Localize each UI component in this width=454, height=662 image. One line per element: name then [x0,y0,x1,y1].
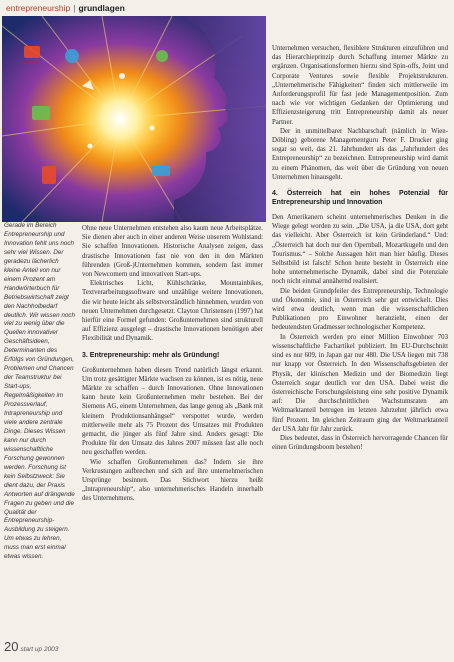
paragraph: Der in unmittelbarer Nachbarschaft (nämlich in Wien-Döbling) geborene Managementguru Peter F. Drucker ging sogar so weit, das 21. Jahrhundert als das „Jahrhundert des Entrepreneurship“ zu bezeichnen. Entrepreneurship wird damit zu einem Phänomen, das weit über die Gründung von neuen Unternehmen hinausgeht. [272,127,448,181]
magazine-name: start up 2003 [20,646,59,653]
hero-illustration [2,16,266,222]
paragraph: Unternehmen versuchen, flexiblere Strukturen einzuführen und das Hierarchieprinzip durch Schaffung interner Märkte zu ergänzen. Organisationsformen hierzu sind Spin-offs, Joint und Corporate Ventures sowie flexible Projektstrukturen. „Unternehmerische Fähigkeiten“ finden sich mittlerweile im Anforderungsprofil für fast jede Managementposition. Zum nach wie vor wichtigen Gedanken der Optimierung und Effizienzsteigerung tritt Entrepreneurship damit als neuer Partner. [272,45,448,126]
paragraph: Den Amerikanern scheint unternehmerisches Denken in die Wiege gelegt worden zu sein. „Die USA, ja die USA, dort geht das vielleicht. Aber Österreich ist kein Gründerland.“ Und: „Österreich hat doch nur den Opernball, Mozartkugeln und den Tourismus.“ – Solche Aussagen hört man hier häufig. Dieses Selbstbild ist falsch! Schon heute besteht in Österreich eine hohe unternehmerische Dynamik, dabei sind die Potenziale noch nicht einmal annähernd realisiert. [272,214,448,286]
paragraph: Ohne neue Unternehmen entstehen also kaum neue Arbeitsplätze. Sie dienen aber auch in einer anderen Weise unserem Wohlstand: Sie schaffen Innovationen. Historische Analysen zeigen, dass drastische Innovationen fast nie von den in den Märkten führenden (Groß-)Unternehmen kommen, sondern fast immer von Newcomern und innovativen Start-ups. [82,225,263,279]
header-section: entrepreneurship [6,3,71,13]
article-column-right [272,44,448,452]
article-column-middle [82,224,263,504]
image-caption: Gerade im Bereich Entrepreneurship und Innovation fehlt uns noch sehr viel Wissen. Der geradezu lächerlich kleine Anteil von nur einem Prozent am Handwörterbuch für Betriebswirtschaft zeigt den Nachholbedarf deutlich. Wir wissen noch viel zu wenig über die Quellen innovativer Geschäftsideen, Determinanten des Erfolgs von Gründungen, Problemen und Chancen der Teamstruktur bei Start-ups, Regelmäßigkeiten im Prozessverlauf, Intrapreneurship und viele andere zentrale Dinge. Dieses Wissen kann nur durch wissenschaftliche Forschung gewonnen werden. Forschung ist kein Selbstzweck: Sie dient dazu, der Praxis Antworten auf drängende Fragen zu geben und die Qualität der Entrepreneurship-Ausbildung zu steigern. Um etwas zu lehren, muss man erst einmal etwas wissen. [4,222,75,561]
paragraph: Großunternehmen haben diesen Trend natürlich längst erkannt. Um trotz gesättigter Märkte wachsen zu können, ist es nötig, neue Märkte zu schaffen – durch Innovationen. Ohne Innovationen kann heute kein Großunternehmen mehr bestehen. Bei der Siemens AG, einem Unternehmen, das lange genug als „Bank mit kleinem Produktionsanhängsel“ verspottet wurde, werden mittlerweile mehr als 75 Prozent des Umsatzes mit Produkten gemacht, die jünger als fünf Jahre sind. Anders gesagt: Die Produkte für den Umsatz des Jahres 2007 müssen fast alle noch neu geschaffen werden. [82,366,263,457]
head-light-illustration [2,16,266,222]
running-header [6,3,125,13]
paragraph: In Österreich werden pro einer Million Einwohner 703 wissenschaftliche Fachartikel publiziert. Im EU-Durchschnitt sind es nur 609, in Japan gar nur 480. Die USA liegen mit 738 nur knapp vor Österreich. In den Wissenschaftsgebieten der Physik, der klinischen Medizin und der Biomedizin liegt Österreich sogar deutlich vor den USA. Dabei weist die österreichische Forschungsleistung eine sehr positive Dynamik auf: Die durchschnittlichen Wachstumsraten am Weltmarktanteil betrugen im letzten Jahrzehnt jährlich etwa fünf Prozent. Im gleichen Zeitraum ging der Weltmarktanteil der USA Jahr für Jahr zurück. [272,333,448,433]
paragraph: Dies bedeutet, dass in Österreich hervorragende Chancen für einen Gründungsboom bestehen! [272,434,448,452]
section-heading: 3. Entrepreneurship: mehr als Gründung! [82,351,220,359]
header-subsection: grundlagen [78,3,125,13]
section-heading: 4. Österreich hat ein hohes Potenzial für Entrepreneurship und Innovation [272,190,448,207]
paragraph: Die beiden Grundpfeiler des Entrepreneurship, Technologie und Ökonomie, sind in Österreich sehr gut entwickelt. Dies wird etwa deutlich, wenn man die wissenschaftlichen Publikationen pro Einwohner heranzieht, einen der bedeutendsten Gradmesser technologischer Kompetenz. [272,287,448,332]
page-number: 20 [4,639,19,654]
header-separator: | [73,3,76,13]
paragraph: Wie schaffen Großunternehmen das? Indem sie ihre Verkrustungen aufbrechen und sich auf ihre unternehmerischen Ursprünge besinnen. Das Stichwort hierzu heißt „Intrapreneurship“, also unternehmerisches Handeln innerhalb des Unternehmens. [82,458,263,503]
paragraph: Elektrisches Licht, Kühlschränke, Mountainbikes, Textverarbeitungssoftware und unzählige weitere Innovationen, die wir heute leicht als selbstverständlich hinnehmen, wurden von neuen Unternehmen durchgesetzt. Clayton Christensen (1997) hat hierfür eine Formel gefunden: Großunternehmen sind strukturell auf Effizienz ausgelegt – drastische Innovationen benötigen aber Flexibilität und Dynamik. [82,280,263,343]
page-footer [4,638,58,656]
